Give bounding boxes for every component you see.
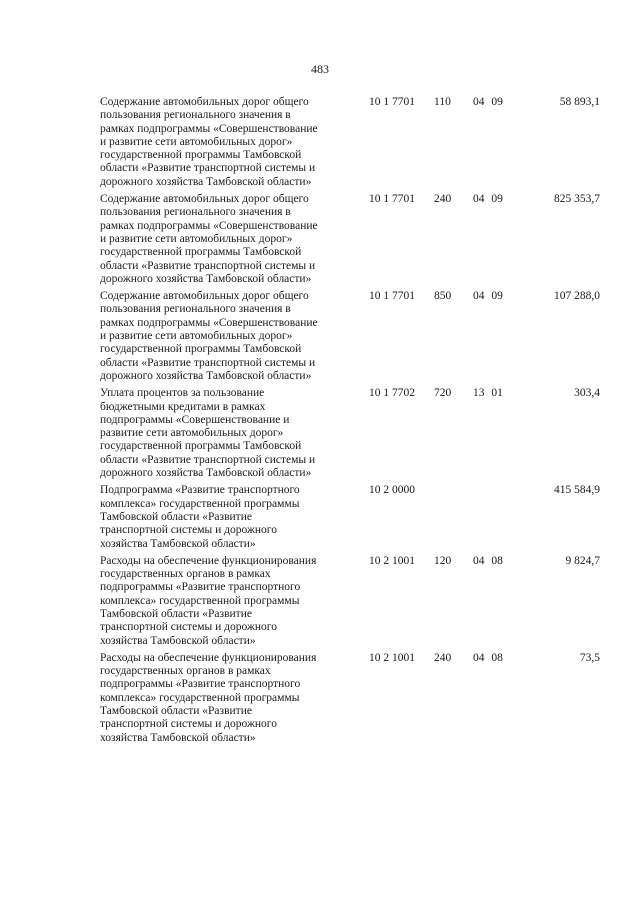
row-description: Содержание автомобильных дорог общего пользования регионального значения в рамках подпрограммы «Совершенствование и развитие сети автомобильных дорог» государственной программы Тамбовской области «Развитие транспортной системы и дорожного хозяйства Тамбовской области» xyxy=(100,290,318,382)
section-subsection-code: 04 09 xyxy=(473,290,503,303)
amount-value: 9 824,7 xyxy=(565,554,600,567)
table-row xyxy=(0,290,640,383)
section-subsection-code: 04 08 xyxy=(473,651,503,664)
target-article-code: 10 1 7701 xyxy=(369,193,415,206)
section-subsection-code: 04 08 xyxy=(473,554,503,567)
expense-type-code: 240 xyxy=(434,651,452,664)
amount-value: 303,4 xyxy=(574,387,600,400)
expense-type-code: 720 xyxy=(434,387,452,400)
row-description: Подпрограмма «Развитие транспортного комплекса» государственной программы Тамбовской области «Развитие транспортной системы и дорожного хозяйства Тамбовской области» xyxy=(100,484,300,550)
expense-type-code: 120 xyxy=(434,554,452,567)
amount-value: 58 893,1 xyxy=(559,96,600,108)
target-article-code: 10 1 7702 xyxy=(369,387,415,400)
row-description: Уплата процентов за пользование бюджетными кредитами в рамках подпрограммы «Совершенствование и развитие сети автомобильных дорог» государственной программы Тамбовской области «Развитие транспортной системы и дорожного хозяйства Тамбовской области» xyxy=(100,387,316,480)
table-row xyxy=(0,652,640,745)
row-description: Содержание автомобильных дорог общего пользования регионального значения в рамках подпрограммы «Совершенствование и развитие сети автомобильных дорог» государственной программы Тамбовской области «Развитие транспортной системы и дорожного хозяйства Тамбовской области» xyxy=(100,96,318,188)
row-description: Расходы на обеспечение функционирования государственных органов в рамках подпрограммы «Развитие транспортного комплекса» государственной программы Тамбовской области «Развитие транспортной системы и дорожного хозяйства Тамбовской области» xyxy=(100,651,317,744)
page-number: 483 xyxy=(311,62,329,76)
expense-type-code: 240 xyxy=(434,193,452,206)
section-subsection-code: 04 09 xyxy=(473,193,503,206)
target-article-code: 10 1 7701 xyxy=(369,290,415,303)
target-article-code: 10 1 7701 xyxy=(369,96,415,108)
target-article-code: 10 2 1001 xyxy=(369,554,415,567)
target-article-code: 10 2 0000 xyxy=(369,484,415,497)
budget-table xyxy=(0,96,640,749)
amount-value: 107 288,0 xyxy=(554,290,600,303)
section-subsection-code: 13 01 xyxy=(473,387,503,400)
table-row xyxy=(0,387,640,480)
table-row xyxy=(0,484,640,550)
expense-type-code: 110 xyxy=(434,96,451,108)
row-description: Расходы на обеспечение функционирования государственных органов в рамках подпрограммы «Развитие транспортного комплекса» государственной программы Тамбовской области «Развитие транспортной системы и дорожного хозяйства Тамбовской области» xyxy=(100,554,317,647)
amount-value: 415 584,9 xyxy=(554,484,600,497)
table-row xyxy=(0,555,640,648)
row-description: Содержание автомобильных дорог общего пользования регионального значения в рамках подпрограммы «Совершенствование и развитие сети автомобильных дорог» государственной программы Тамбовской области «Развитие транспортной системы и дорожного хозяйства Тамбовской области» xyxy=(100,193,318,285)
table-row xyxy=(0,193,640,286)
amount-value: 73,5 xyxy=(579,651,600,664)
expense-type-code: 850 xyxy=(434,290,452,303)
section-subsection-code: 04 09 xyxy=(473,96,503,108)
target-article-code: 10 2 1001 xyxy=(369,651,415,664)
table-row xyxy=(0,96,640,189)
amount-value: 825 353,7 xyxy=(554,193,600,206)
